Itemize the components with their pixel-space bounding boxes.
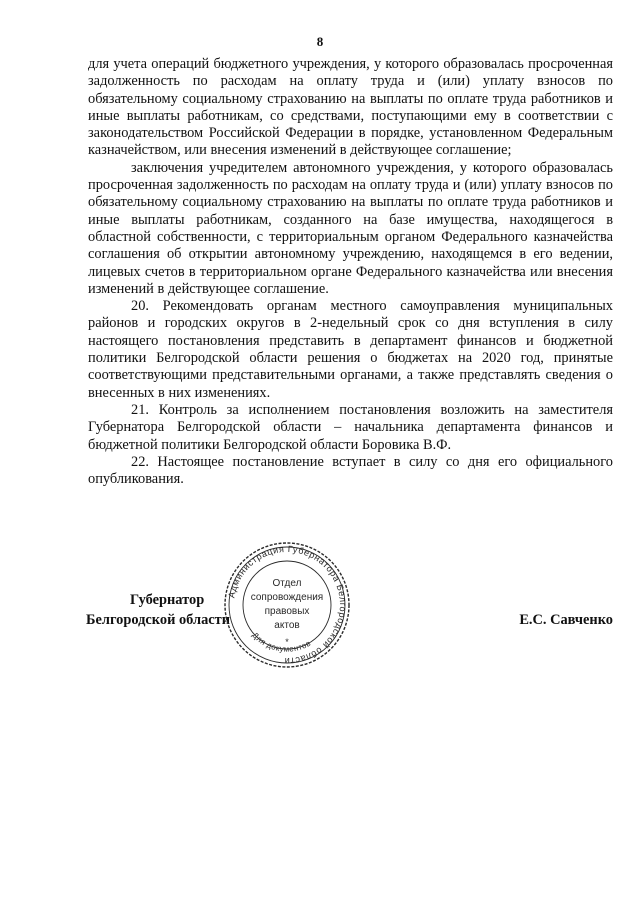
- stamp-center-line3: правовых: [264, 606, 310, 617]
- paragraph-20: 20. Рекомендовать органам местного самоуправления муниципальных районов и городских округов в 2-недельный срок со дня вступления в силу настоящего постановления представить в департамент финансов и бюджетной политики Белгородской области решения о бюджетах на 2020 год, принятые соответствующими представительными органами, а также представлять сведения о внесенных в них изменениях.: [88, 298, 613, 401]
- svg-text:Для документов: [250, 631, 312, 654]
- official-stamp-icon: [222, 540, 352, 670]
- signatory-name: Е.С. Савченко: [519, 612, 613, 628]
- paragraph-21: 21. Контроль за исполнением постановления возложить на заместителя Губернатора Белгородской области – начальника департамента финансов и бюджетной политики Белгородской области Боровика В.Ф.: [88, 401, 613, 453]
- document-body: [88, 56, 613, 488]
- paragraph-22: 22. Настоящее постановление вступает в силу со дня его официального опубликования.: [88, 453, 613, 488]
- stamp-bottom-text: Для документов: [250, 630, 313, 654]
- stamp-center-line4: актов: [274, 620, 300, 631]
- paragraph-1: для учета операций бюджетного учреждения, у которого образовалась просроченная задолженность по расходам на оплату труда и (или) уплату взносов по обязательному социальному страхованию на выплаты по оплате труда работников и иные выплаты работникам, со средствами, поступающими ему в соответствии с законодательством Российской Федерации в порядке, установленном Федеральным казначейством, или внесения изменений в действующее соглашение;: [88, 56, 613, 159]
- signatory-title-line2: Белгородской области: [86, 612, 231, 628]
- stamp-center-line1: Отдел: [272, 578, 302, 589]
- svg-text:Администрация Губернатора Белг: [226, 544, 348, 666]
- signatory-title-line1: Губернатор: [130, 592, 205, 608]
- stamp-star-icon: *: [285, 637, 289, 647]
- stamp-outer-text: Администрация Губернатора Белгородской области: [226, 543, 349, 667]
- page-number: 8: [316, 34, 324, 49]
- paragraph-2: заключения учредителем автономного учреждения, у которого образовалась просроченная задолженность по расходам на оплату труда и (или) уплату взносов по обязательному социальному страхованию на выплаты по оплате труда работников и иные выплаты работникам, созданного на базе имущества, находящегося в областной собственности, с территориальным органом Федерального казначейства соглашения об открытии автономному учреждению, находящемся в его ведении, лицевых счетов в территориальном органе Федерального казначейства или внесения изменений в действующее соглашение.: [88, 159, 613, 297]
- stamp-center-line2: сопровождения: [250, 592, 324, 603]
